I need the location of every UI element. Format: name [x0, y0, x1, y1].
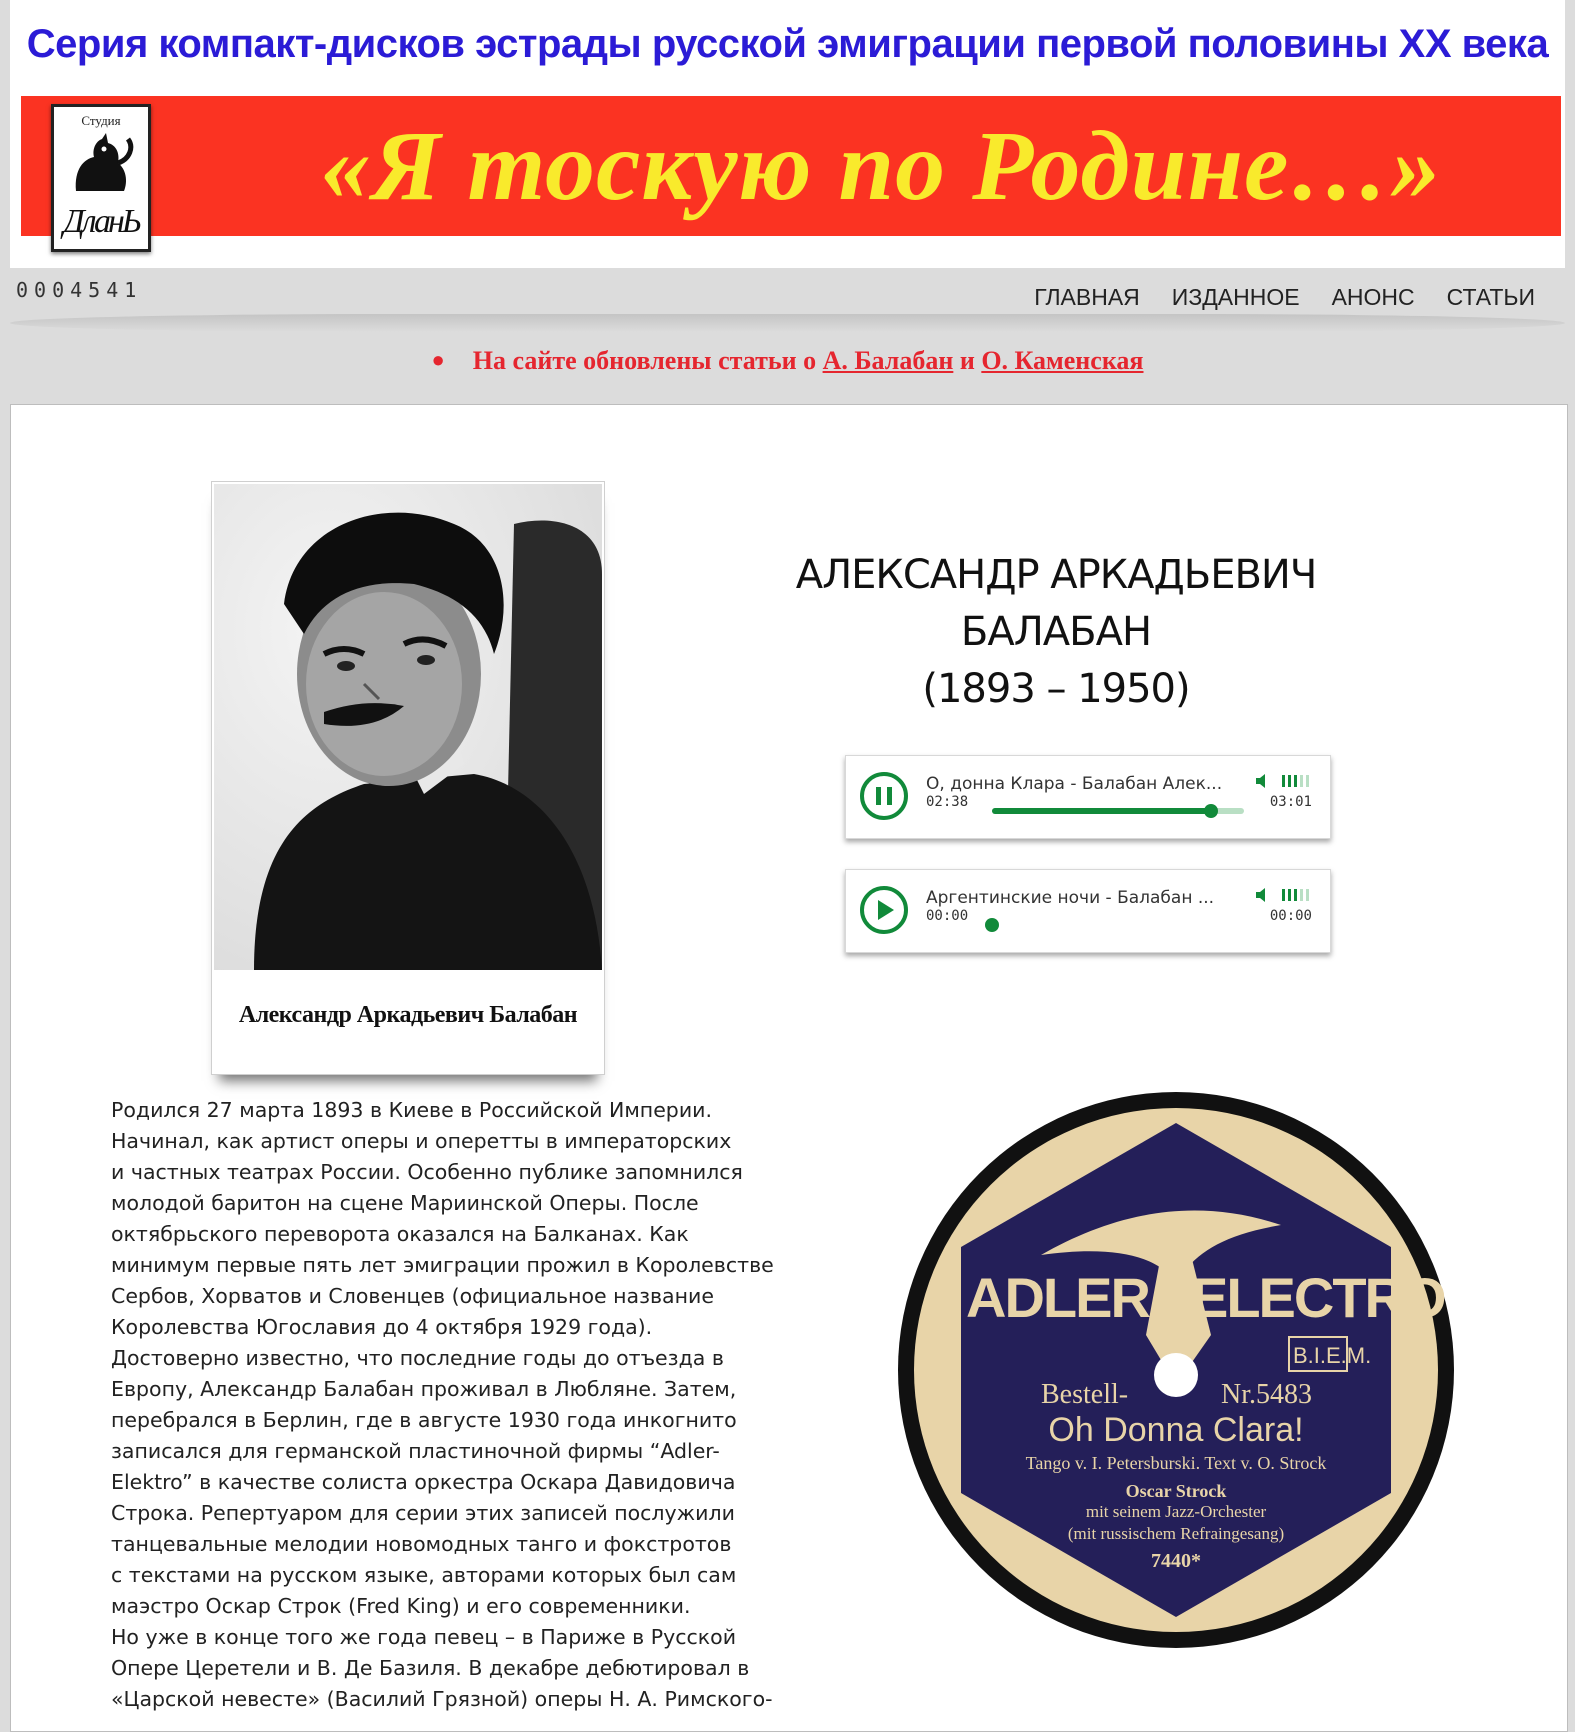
record-mark: B.I.E.M. [1293, 1343, 1372, 1368]
nav-articles[interactable]: СТАТЬИ [1446, 284, 1535, 310]
total-time: 03:01 [1269, 794, 1312, 810]
nav-home[interactable]: ГЛАВНАЯ [1034, 284, 1140, 310]
artist-years: (1893 – 1950) [922, 666, 1190, 712]
bio-line: Родился 27 марта 1893 в Киеве в Российской Империи. [111, 1098, 712, 1122]
bio-line: Опере Церетели и В. Де Базиля. В декабре дебютировал в [111, 1656, 750, 1680]
total-time: 00:00 [1269, 908, 1312, 924]
bio-line: и частных театрах России. Особенно публике запомнился [111, 1160, 743, 1184]
bio-line: Elektro” в качестве солиста оркестра Оскара Давидовича [111, 1470, 736, 1494]
portrait-photo [214, 484, 602, 970]
bio-line: Сербов, Хорватов и Словенцев (официальное название [111, 1284, 714, 1308]
bio-line: перебрался в Берлин, где в августе 1930 года инкогнито [111, 1408, 737, 1432]
logo-brand-text: ДланЬ [63, 203, 139, 240]
volume-control[interactable] [1254, 886, 1312, 909]
bio-line: Достоверно известно, что последние годы до отъезда в [111, 1346, 724, 1370]
bio-line: маэстро Оскар Строк (Fred King) и его современники. [111, 1594, 691, 1618]
record-bestell: Bestell- [1041, 1379, 1129, 1410]
artist-name [771, 547, 1341, 718]
bio-line: Строка. Репертуаром для серии этих записей послужили [111, 1501, 735, 1525]
studio-logo[interactable] [51, 104, 151, 252]
record-credits: Tango v. I. Petersburski. Text v. O. Strock [1025, 1453, 1327, 1473]
site-header [10, 0, 1565, 268]
notice-link-balaban[interactable]: А. Балабан [822, 346, 954, 375]
play-icon [864, 890, 904, 930]
record-brand-right: ELECTRO [1191, 1266, 1445, 1329]
bio-line: Начинал, как артист оперы и оперетты в императорских [111, 1129, 732, 1153]
volume-icon [1254, 772, 1312, 790]
bio-line: «Царской невесте» (Василий Грязной) оперы Н. А. Римского- [111, 1687, 773, 1711]
series-title: Серия компакт-дисков эстрады русской эмиграции первой половины XX века [26, 22, 1549, 66]
portrait-caption: Александр Аркадьевич Балабан [238, 1002, 578, 1028]
bio-line: молодой баритон на сцене Мариинской Оперы. После [111, 1191, 699, 1215]
record-artist: Oscar Strock [1125, 1481, 1227, 1501]
nav-published[interactable]: ИЗДАННОЕ [1171, 284, 1300, 310]
record-title: Oh Donna Clara! [1048, 1411, 1304, 1449]
portrait-card [211, 481, 605, 1075]
visit-counter: 0004541 [16, 278, 143, 302]
cat-logo-icon [66, 129, 138, 201]
artist-name-line1: АЛЕКСАНДР АРКАДЬЕВИЧ [795, 552, 1317, 598]
progress-knob[interactable] [985, 918, 999, 932]
banner-title: «Я тоскую по Родине…» [320, 110, 1442, 221]
bio-line: с текстами на русском языке, авторами которых был сам [111, 1563, 737, 1587]
track-title: Аргентинские ночи - Балабан ... [926, 888, 1215, 908]
notice-link-kamenskaya[interactable]: О. Каменская [981, 346, 1144, 375]
bio-line: Но уже в конце того же года певец – в Париже в Русской [111, 1625, 737, 1649]
record-note: (mit russischem Refraingesang) [1067, 1524, 1285, 1543]
progress-knob[interactable] [1204, 804, 1218, 818]
audio-player-2 [845, 869, 1331, 953]
pause-button[interactable] [860, 772, 908, 820]
record-orchestra: mit seinem Jazz-Orchester [1085, 1502, 1267, 1521]
bio-line: записался для германской пластиночной фирмы “Adler- [111, 1439, 720, 1463]
record-number: Nr.5483 [1221, 1379, 1312, 1410]
play-button[interactable] [860, 886, 908, 934]
bio-line: Королевства Югославия до 4 октября 1929 года). [111, 1315, 653, 1339]
bio-line: минимум первые пять лет эмиграции прожил в Королевстве [111, 1253, 774, 1277]
nav-announce[interactable]: АНОНС [1331, 284, 1415, 310]
progress-bar[interactable] [992, 808, 1244, 814]
nav-divider [10, 314, 1565, 332]
main-nav [1034, 284, 1535, 311]
track-title: O, донна Клара - Балабан Алек... [926, 774, 1223, 794]
notice-bullet: ● [431, 347, 445, 372]
title-banner [21, 96, 1561, 240]
logo-studio-text: Студия [81, 113, 121, 128]
bio-line: танцевальные мелодии новомодных танго и фокстротов [111, 1532, 732, 1556]
current-time: 00:00 [926, 908, 969, 924]
record-catalog: 7440* [1151, 1550, 1201, 1572]
notice-text: На сайте обновлены статьи о [472, 346, 823, 375]
audio-player-1 [845, 755, 1331, 839]
volume-control[interactable] [1254, 772, 1312, 795]
record-label-image [891, 1085, 1461, 1660]
current-time: 02:38 [926, 794, 969, 810]
progress-bar[interactable] [992, 922, 1244, 928]
update-notice [0, 346, 1575, 376]
main-content [10, 404, 1568, 1732]
biography-text [111, 1095, 851, 1715]
bio-line: октябрьского переворота оказался на Балканах. Как [111, 1222, 689, 1246]
bio-line: Европу, Александр Балабан проживал в Любляне. Затем, [111, 1377, 737, 1401]
record-brand-left: ADLER [966, 1266, 1149, 1329]
volume-icon [1254, 886, 1312, 904]
artist-name-line2: БАЛАБАН [960, 609, 1152, 655]
notice-conjunction: и [953, 346, 982, 375]
pause-icon [864, 776, 904, 816]
progress-fill [992, 808, 1211, 814]
